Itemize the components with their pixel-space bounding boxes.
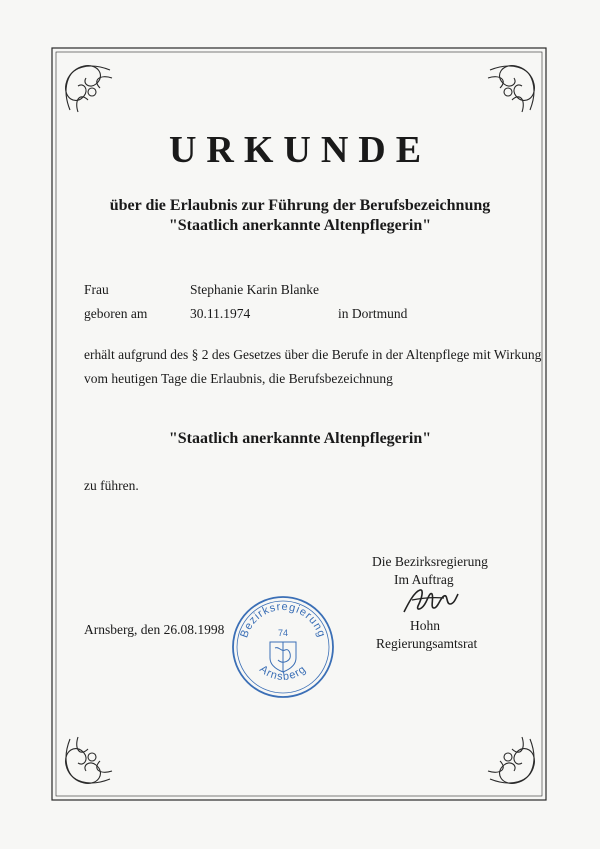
subtitle-line-1: über die Erlaubnis zur Führung der Berufsbezeichnung bbox=[109, 197, 491, 214]
stamp-bottom-text: Arnsberg bbox=[257, 663, 309, 683]
subtitle-line-2: "Staatlich anerkannte Altenpflegerin" bbox=[168, 217, 432, 234]
body-paragraph: erhält aufgrund des § 2 des Gesetzes über die Berufe in der Altenpflege mit Wirkung vom heutigen Tage die Erlaubnis, die Berufsbezeichnung bbox=[84, 347, 542, 386]
signer-name: Hohn bbox=[410, 618, 440, 633]
stamp-number: 74 bbox=[277, 628, 289, 638]
closing-text: zu führen. bbox=[84, 478, 139, 493]
corner-ornament-top-right bbox=[488, 66, 534, 112]
stamp-coat-of-arms-icon bbox=[270, 642, 296, 672]
born-label: geboren am bbox=[84, 306, 148, 321]
name-label: Frau bbox=[84, 282, 109, 297]
corner-ornament-bottom-right bbox=[488, 737, 534, 783]
stamp-top-text: Bezirksregierung bbox=[238, 600, 328, 640]
professional-designation: "Staatlich anerkannte Altenpflegerin" bbox=[168, 430, 432, 447]
born-place: in Dortmund bbox=[338, 306, 408, 321]
authority-name: Die Bezirksregierung bbox=[372, 554, 488, 569]
corner-ornament-bottom-left bbox=[66, 737, 112, 783]
document-subtitle bbox=[0, 196, 600, 236]
on-behalf-text: Im Auftrag bbox=[394, 572, 454, 587]
born-date: 30.11.1974 bbox=[190, 306, 251, 321]
document-title: URKUNDE bbox=[168, 129, 432, 171]
corner-ornament-top-left bbox=[66, 66, 112, 112]
name-value: Stephanie Karin Blanke bbox=[190, 282, 319, 297]
official-seal-stamp bbox=[228, 592, 338, 702]
signer-title: Regierungsamtsrat bbox=[376, 636, 478, 651]
handwritten-signature bbox=[398, 584, 462, 620]
place-and-date: Arnsberg, den 26.08.1998 bbox=[84, 622, 225, 637]
